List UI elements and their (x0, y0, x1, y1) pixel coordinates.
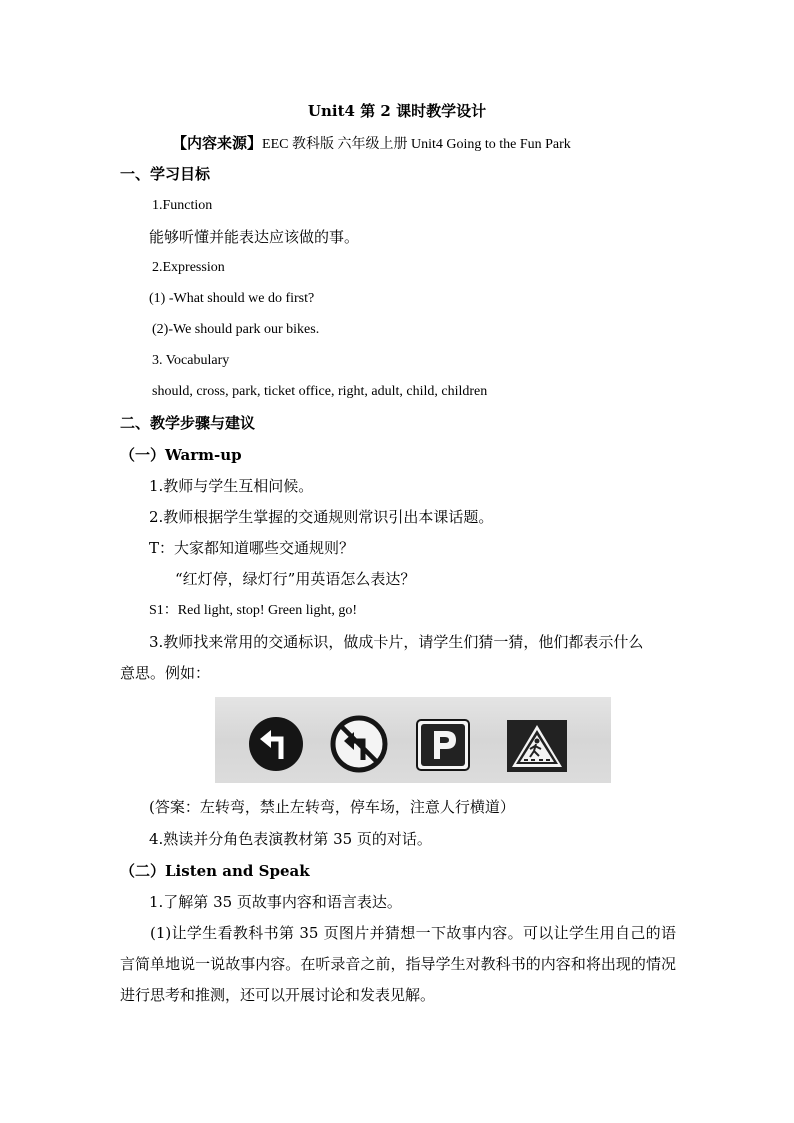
warmup-heading (120, 446, 242, 465)
vocabulary-list: should, cross, park, ticket office, right, adult, child, children (152, 384, 488, 399)
warmup-step-3: 3.教师找来常用的交通标识，做成卡片，请学生们猜一猜，他们都表示什么 (149, 633, 644, 651)
warmup-heading-text: （一）Warm-up (120, 446, 242, 464)
expression-2: (2)-We should park our bikes. (152, 322, 320, 337)
teacher-line-2: “红灯停，绿灯行”用英语怎么表达？ (175, 570, 416, 588)
content-source-text: EEC 教科版 六年级上册 Unit4 Going to the Fun Park (262, 137, 571, 152)
expression-1: (1) -What should we do first? (149, 291, 315, 306)
content-source (172, 134, 571, 154)
listen-speak-heading (120, 862, 310, 881)
student-line: S1：Red light, stop! Green light, go! (149, 603, 358, 618)
answer-line: (答案：左转弯，禁止左转弯，停车场，注意人行横道） (149, 798, 515, 816)
no-left-turn-sign-icon (330, 715, 388, 773)
objective-function: 1.Function (152, 198, 213, 213)
warmup-step-1: 1.教师与学生互相问候。 (149, 477, 314, 495)
listen-step-1-paragraph: (1)让学生看教科书第 35 页图片并猜想一下故事内容。可以让学生用自己的语言简单地说一说故事内容。在听录音之前，指导学生对教科书的内容和将出现的情况进行思考和推测，还可以开展讨论和发表见解。 (120, 924, 676, 1004)
listen-step-1: 1.了解第 35 页故事内容和语言表达。 (149, 893, 402, 911)
listen-speak-heading-text: （二）Listen and Speak (120, 862, 310, 880)
document-title: Unit4 第 2 课时教学设计 (307, 102, 487, 120)
section-heading-steps: 二、教学步骤与建议 (120, 414, 256, 432)
objective-expression: 2.Expression (152, 260, 225, 275)
content-source-label: 【内容来源】 (172, 134, 263, 152)
warmup-step-2: 2.教师根据学生掌握的交通规则常识引出本课话题。 (149, 508, 494, 526)
turn-left-sign-icon (247, 715, 305, 773)
objective-function-text: 能够听懂并能表达应该做的事。 (149, 228, 360, 246)
section-heading-objectives: 一、学习目标 (120, 165, 211, 183)
traffic-signs-image (215, 697, 611, 783)
teacher-line: T：大家都知道哪些交通规则？ (149, 539, 355, 557)
pedestrian-crossing-sign-icon (506, 719, 568, 773)
warmup-step-3-cont: 意思。例如： (120, 664, 211, 682)
warmup-step-4: 4.熟读并分角色表演教材第 35 页的对话。 (149, 830, 432, 848)
objective-vocabulary: 3. Vocabulary (152, 353, 230, 368)
parking-sign-icon (416, 719, 470, 771)
